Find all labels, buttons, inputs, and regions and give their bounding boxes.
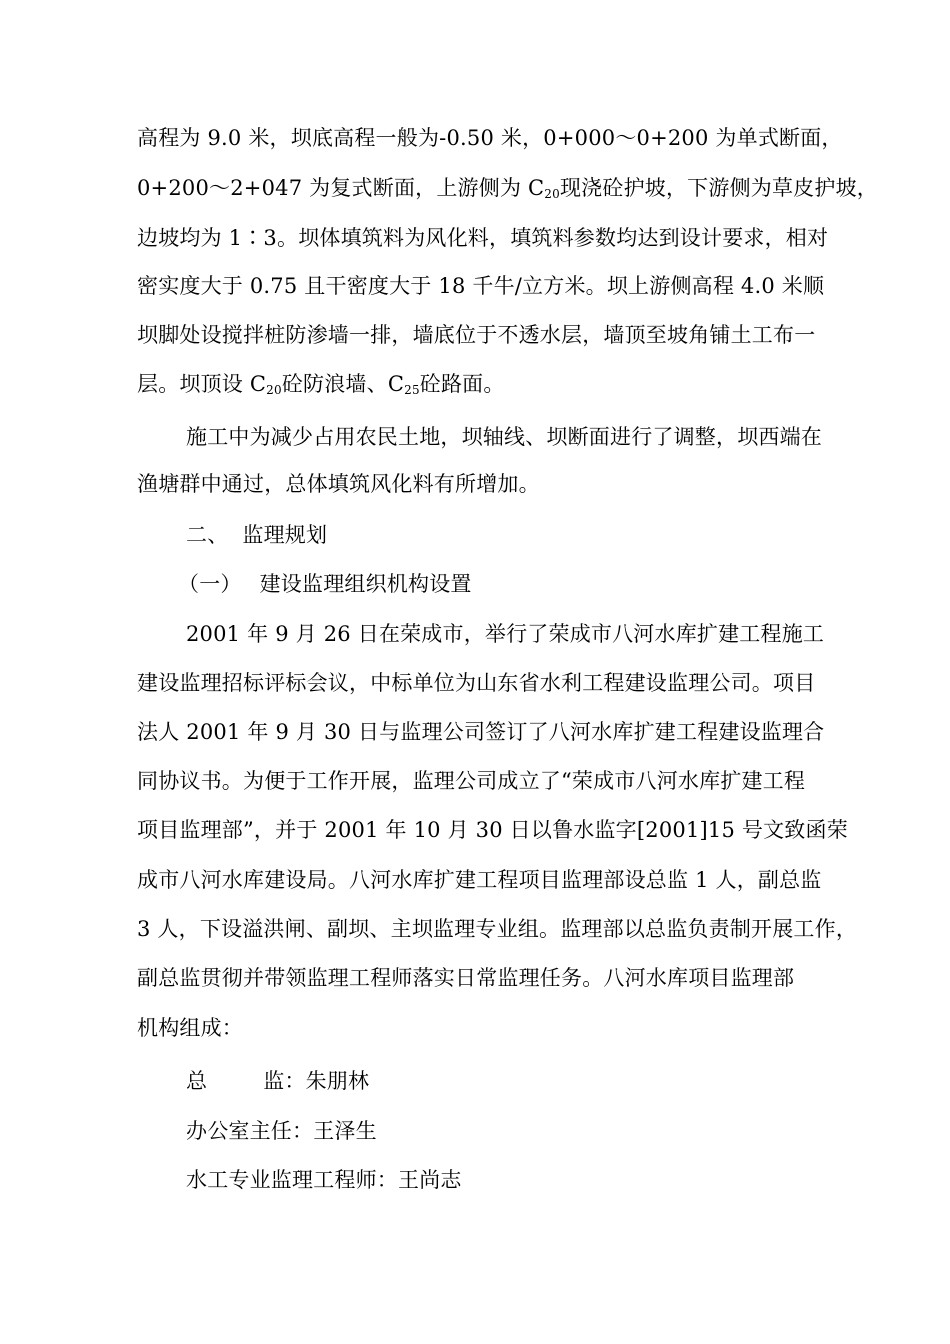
para3-line6: 成市八河水库建设局。八河水库扩建工程项目监理部设总监 1 人，副总监: [137, 868, 822, 892]
staff-name: 王尚志: [398, 1168, 462, 1192]
para1-line4: 密实度大于 0.75 且干密度大于 18 千牛/立方米。坝上游侧高程 4.0 米顺: [137, 274, 825, 298]
staff-office-director: [186, 1108, 886, 1154]
para3-line3: 法人 2001 年 9 月 30 日与监理公司签订了八河水库扩建工程建设监理合: [137, 720, 825, 744]
subsection-heading: [178, 561, 878, 607]
para2-line1: 施工中为减少占用农民土地，坝轴线、坝断面进行了调整，坝西端在: [186, 425, 822, 449]
para3-line9: 机构组成：: [137, 1016, 243, 1040]
para3-line1: 2001 年 9 月 26 日在荣成市，举行了荣成市八河水库扩建工程施工: [186, 622, 825, 646]
para1-line2-a: 0+200～2+047 为复式断面，上游侧为 C: [137, 176, 545, 200]
staff-chief-supervisor: [186, 1058, 886, 1104]
para1-line5: 坝脚处设搅拌桩防渗墙一排，墙底位于不透水层，墙顶至坡角铺土工布一: [137, 323, 816, 347]
para1-line6-c: 砼路面。: [419, 372, 505, 396]
staff-role-a: 总: [186, 1069, 208, 1093]
staff-hydraulic-engineer: [186, 1157, 886, 1203]
para3-line2: 建设监理招标评标会议，中标单位为山东省水利工程建设监理公司。项目: [137, 671, 816, 695]
concrete-grade-sub: 20: [266, 383, 282, 397]
staff-role: 办公室主任：: [186, 1119, 314, 1143]
para2-line2: 渔塘群中通过，总体填筑风化料有所增加。: [137, 472, 540, 496]
staff-name: 王泽生: [313, 1119, 377, 1143]
para1-line6-b: 砼防浪墙、C: [281, 372, 405, 396]
para1-line1: 高程为 9.0 米，坝底高程一般为-0.50 米，0+000～0+200 为单式断面，: [137, 126, 843, 150]
para1-line6-a: 层。坝顶设 C: [137, 372, 267, 396]
para1-line2-b: 现浇砼护坡，下游侧为草皮护坡，: [559, 176, 878, 200]
para3-line5: 项目监理部”，并于 2001 年 10 月 30 日以鲁水监字[2001]15 号文致函荣: [137, 818, 848, 842]
concrete-grade-sub: 20: [544, 187, 560, 201]
staff-name: 朱朋林: [305, 1069, 370, 1093]
concrete-grade-sub: 25: [404, 383, 420, 397]
section-heading: [186, 512, 886, 558]
para1-line3: 边坡均为 1∶3。坝体填筑料为风化料，填筑料参数均达到设计要求，相对: [137, 226, 829, 250]
staff-role-b: 监：: [263, 1069, 306, 1093]
para3-line4: 同协议书。为便于工作开展，监理公司成立了“荣成市八河水库扩建工程: [137, 769, 806, 793]
para3-line8: 副总监贯彻并带领监理工程师落实日常监理任务。八河水库项目监理部: [137, 966, 795, 990]
staff-role: 水工专业监理工程师：: [186, 1168, 398, 1192]
subsection-number: （一）: [178, 572, 242, 596]
subsection-title: 建设监理组织机构设置: [259, 572, 472, 596]
section-title: 监理规划: [242, 523, 328, 547]
para1-line6: [137, 361, 837, 407]
para3-line7: 3 人，下设溢洪闸、副坝、主坝监理专业组。监理部以总监负责制开展工作，: [137, 917, 858, 941]
section-number: 二、: [186, 523, 229, 547]
para1-line2: [137, 165, 878, 211]
